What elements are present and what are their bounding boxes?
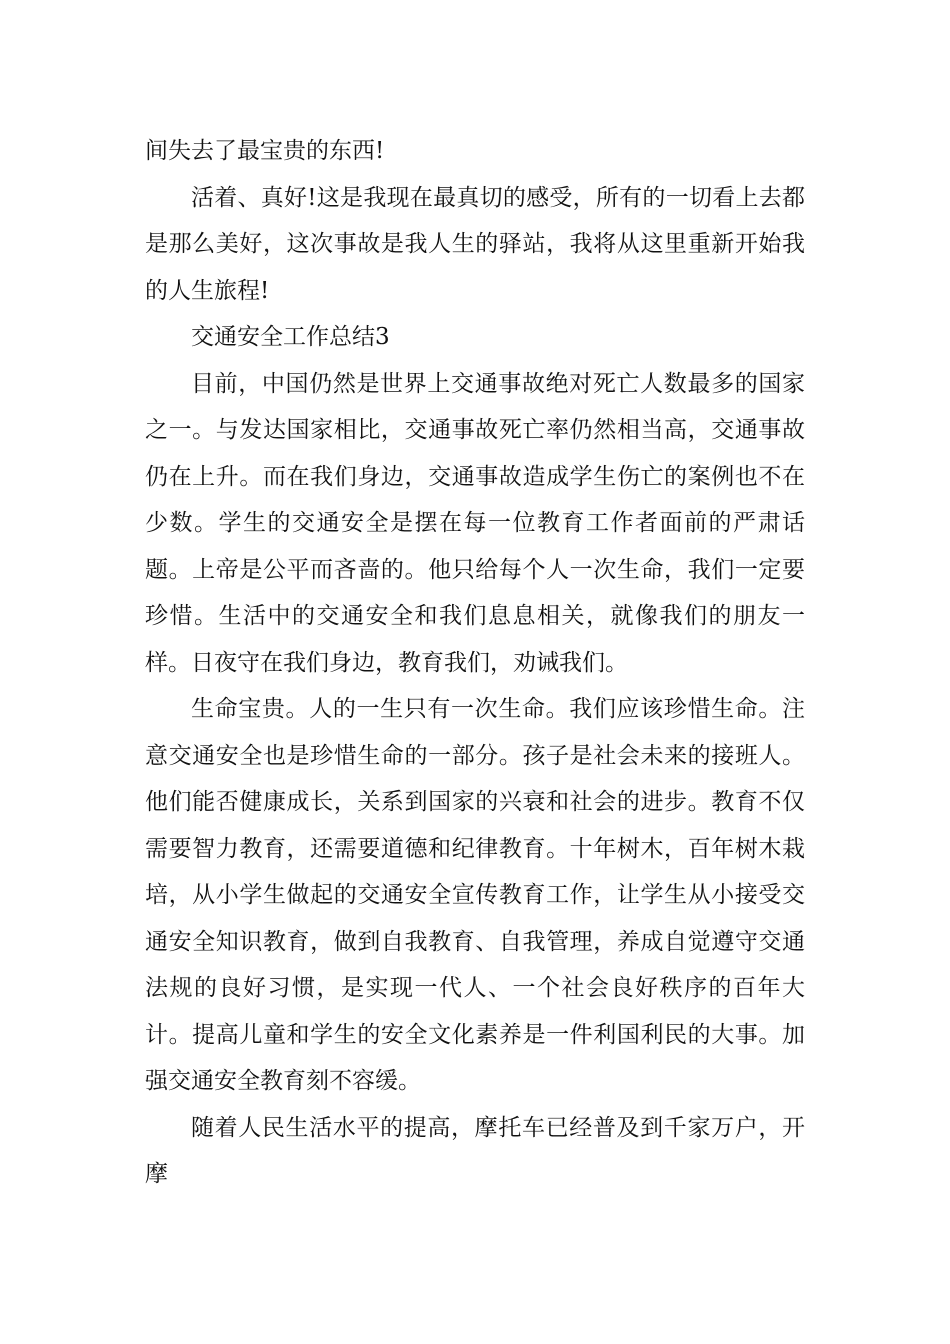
paragraph-alive: 活着、真好!这是我现在最真切的感受，所有的一切看上去都是那么美好，这次事故是我人生的驿站，我将从这里重新开始我的人生旅程! — [145, 184, 805, 304]
paragraph-current-situation: 目前，中国仍然是世界上交通事故绝对死亡人数最多的国家之一。与发达国家相比，交通事故死亡率仍然相当高，交通事故仍在上升。而在我们身边，交通事故造成学生伤亡的案例也不在少数。学生的交通安全是摆在每一位教育工作者面前的严肃话题。上帝是公平而吝啬的。他只给每个人一次生命，我们一定要珍惜。生活中的交通安全和我们息息相关，就像我们的朋友一样。日夜守在我们身边，教育我们，劝诫我们。 — [145, 370, 805, 676]
paragraph-continuation: 间失去了最宝贵的东西! — [145, 138, 385, 164]
document-body — [145, 128, 805, 1198]
section-heading: 交通安全工作总结3 — [191, 324, 390, 350]
paragraph-life-precious: 生命宝贵。人的一生只有一次生命。我们应该珍惜生命。注意交通安全也是珍惜生命的一部分。孩子是社会未来的接班人。他们能否健康成长，关系到国家的兴衰和社会的进步。教育不仅需要智力教育，还需要道德和纪律教育。十年树木，百年树木栽培，从小学生做起的交通安全宣传教育工作，让学生从小接受交通安全知识教育，做到自我教育、自我管理，养成自觉遵守交通法规的良好习惯，是实现一代人、一个社会良好秩序的百年大计。提高儿童和学生的安全文化素养是一件利国利民的大事。加强交通安全教育刻不容缓。 — [145, 696, 805, 1094]
paragraph-motorcycles: 随着人民生活水平的提高，摩托车已经普及到千家万户，开摩 — [145, 1114, 805, 1187]
